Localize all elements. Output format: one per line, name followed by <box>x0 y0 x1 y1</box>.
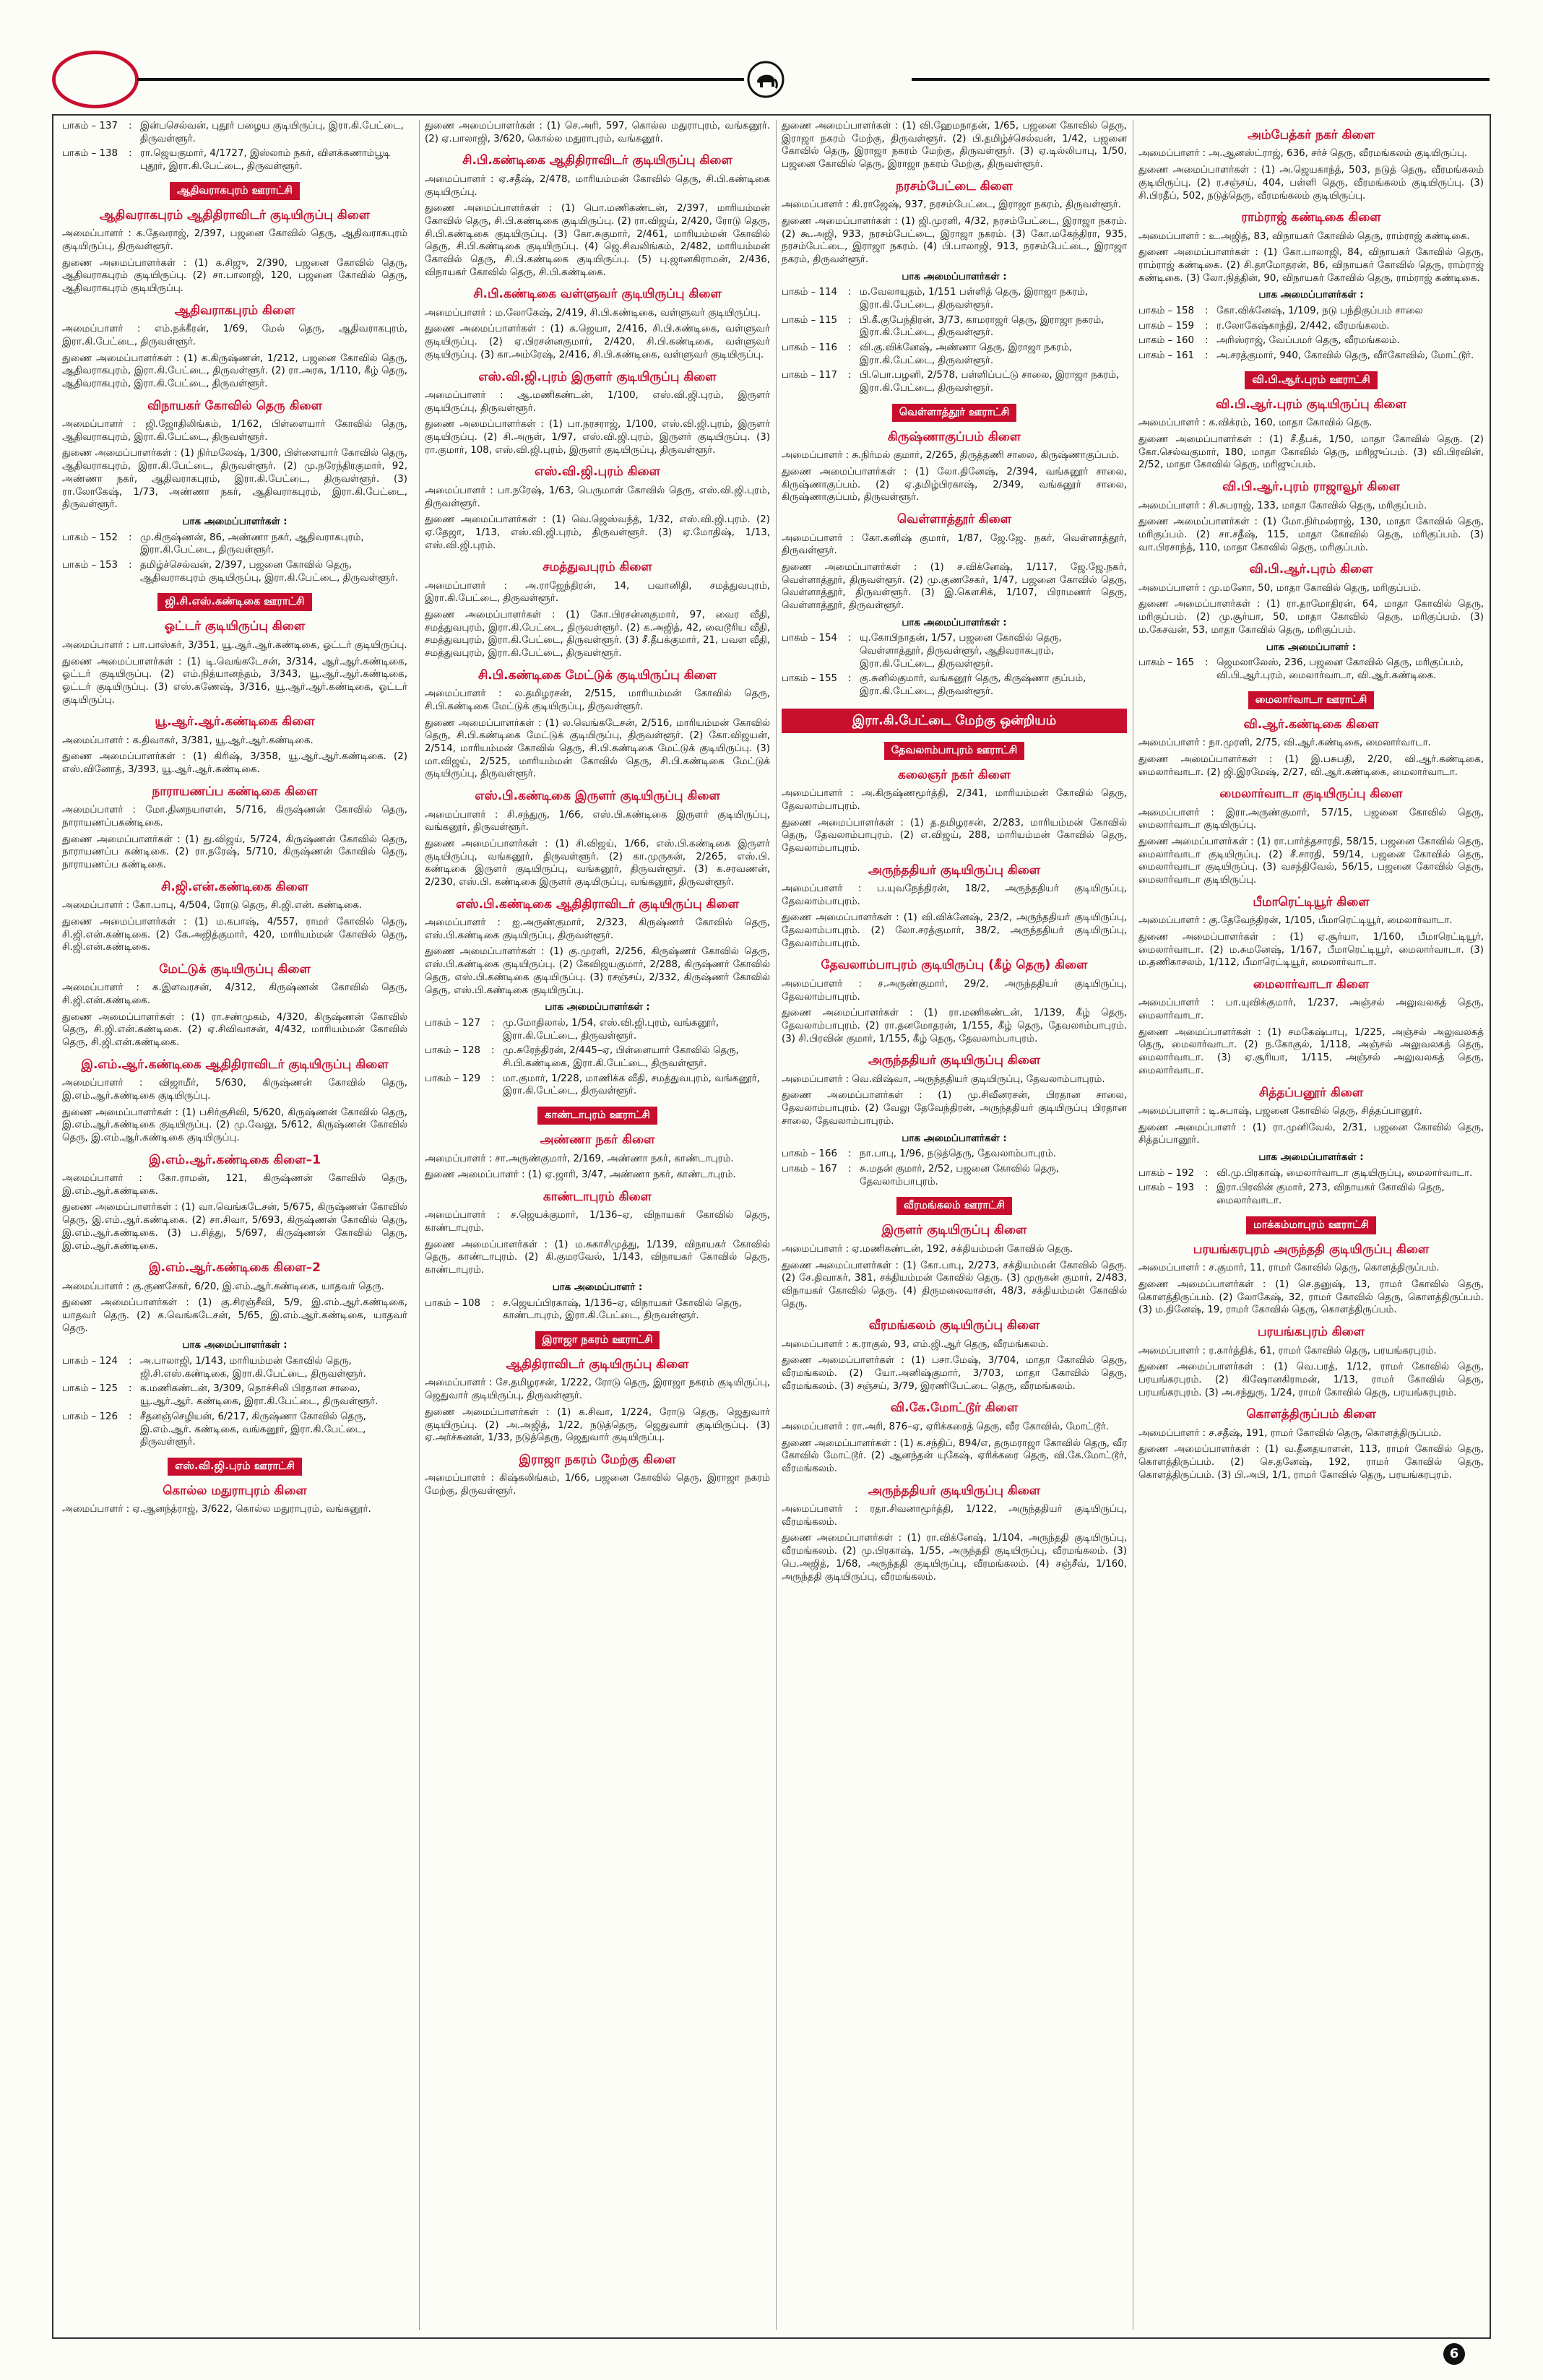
branch-heading: அருந்ததியர் குடியிருப்பு கிளை <box>868 862 1041 878</box>
branch-heading: இராஜா நகரம் மேற்கு கிளை <box>519 1452 676 1467</box>
section-banner: ஜி.சி.எஸ்.கண்டிகை ஊராட்சி <box>157 593 311 611</box>
branch-heading: கிருஷ்ணாகுப்பம் கிளை <box>887 429 1021 444</box>
subheading: பாக அமைப்பாளர் : <box>552 1281 643 1293</box>
organizer-entry: அமைப்பாளர் : கி.ராஜேஷ், 937, நரசம்பேட்டை, இராஜா நகரம், திருவள்ளூர். <box>782 199 1121 211</box>
branch-heading: வி.பி.ஆர்.புரம் ராஜாவூர் கிளை <box>1222 480 1400 495</box>
part-number: பாகம் – 138 <box>62 148 118 160</box>
organizer-entry: அமைப்பாளர் : சு.நிர்மல் குமார், 2/265, திருத்தணி சாலை, கிருஷ்ணாகுப்பம். <box>782 450 1120 462</box>
subheading: பாக அமைப்பாளர்கள் : <box>182 1340 288 1351</box>
part-entry: பாகம் – 116 : வி.கு.விக்னேஷ், அண்ணா தெரு, இராஜா நகரம், இரா.கி.பேட்டை, திருவள்ளூர். <box>782 342 1127 367</box>
branch-heading: விநாயகர் கோவில் தெரு கிளை <box>147 398 322 413</box>
organizer-entry: அமைப்பாளர் : க.இளவரசன், 4/312, கிருஷ்ணன் கோவில் தெரு, சி.ஜி.என்.கண்டிகை. <box>62 982 407 1006</box>
branch-heading: பரயங்கபுரம் கிளை <box>1257 1325 1365 1340</box>
branch-heading: சமத்துவபுரம் கிளை <box>543 560 652 575</box>
part-number: பாகம் – 153 <box>62 559 118 571</box>
deputy-organizers-entry: துணை அமைப்பாளர்கள் : (1) டி.வெங்கடேசன், 3/314, ஆர்.ஆர்.கண்டிகை, ஓட்டர் குடியிருப்பு. (2) எம்.நித்யானந்தம், 3/343, யூ.ஆர்.ஆர்.கண்டிகை, ஓட்டர் குடியிருப்பு. (3) எஸ்.கணேஷ், 3/316, யூ.ஆர்.ஆர்.கண்டிகை, ஓட்டர் குடியிருப்பு. <box>62 656 407 706</box>
organizer-entry: அமைப்பாளர் : கு.குணசேகர், 6/20, இ.எம்.ஆர்.கண்டிகை, யாதவர் தெரு. <box>62 1281 384 1292</box>
organizer-entry: அமைப்பாளர் : எம்.நக்கீரன், 1/69, மேல் தெரு, ஆதிவராகபுரம், இரா.கி.பேட்டை, திருவள்ளூர். <box>62 324 407 347</box>
branch-heading: எஸ்.வி.ஜி.புரம் கிளை <box>535 464 660 480</box>
branch-heading: அண்ணா நகர் கிளை <box>540 1133 655 1148</box>
deputy-organizers-entry: துணை அமைப்பாளர்கள் : (1) வா.வெங்கடேசன், 5/675, கிருஷ்ணன் கோவில் தெரு, இ.எம்.ஆர்.கண்டிகை. (2) சா.சிவா, 5/693, கிருஷ்ணன் கோவில் தெரு, இ.எம்.ஆர்.கண்டிகை. (3) ப.சித்து, 5/697, கிருஷ்ணன் கோவில் தெரு, இ.எம்.ஆர்.கண்டிகை. <box>62 1202 407 1252</box>
organizer-entry: அமைப்பாளர் : ப.யுவநேந்திரன், 18/2, அருந்ததியர் குடியிருப்பு, தேவலாம்பாபுரம். <box>782 883 1127 907</box>
organizer-entry: அமைப்பாளர் : நா.முரளி, 2/75, வி.ஆர்.கண்டிகை, மைலார்வாடா. <box>1138 737 1431 749</box>
deputy-organizers-entry: துணை அமைப்பாளர் : (1) ரா.முனிவேல், 2/31, பஜனை கோவில் தெரு, சித்தப்பானூர். <box>1138 1122 1484 1146</box>
part-number: பாகம் – 124 <box>62 1356 118 1367</box>
part-number: பாகம் – 115 <box>782 314 838 326</box>
part-entry: பாகம் – 115 : பி.கீ.குபேந்திரன், 3/73, காமராஜர் தெரு, இராஜா நகரம், இரா.கி.பேட்டை, திருவள்ளூர். <box>782 314 1127 339</box>
organizer-entry: அமைப்பாளர் : ஜி.ஜோதிலிங்கம், 1/162, பிள்ளையார் கோவில் தெரு, ஆதிவராகபுரம், இரா.கி.பேட்டை, திருவள்ளூர். <box>62 419 407 443</box>
deputy-organizers-entry: துணை அமைப்பாளர்கள் : (1) கோ.பிரசன்னகுமார், 97, வைர வீதி, சமத்துவபுரம், இரா.கி.பேட்டை, திருவள்ளூர். (2) க.அஜித், 42, வைடூரிய வீதி, சமத்துவபுரம், இரா.கி.பேட்டை, திருவள்ளூர். (3) சீ.தீபக்குமார், 21, பவள வீதி, சமத்துவபுரம், இரா.கி.பேட்டை, திருவள்ளூர். <box>425 610 770 659</box>
deputy-organizers-entry: துணை அமைப்பாளர்கள் : (1) ல.வெங்கடேசன், 2/516, மாரியம்மன் கோவில் தெரு, சி.பி.கண்டிகை மேட்டுக் குடியிருப்பு, திருவள்ளூர். (2) கோ.விஜயன், 2/514, மாரியம்மன் கோவில் தெரு, சி.பி.கண்டிகை மேட்டுக் குடியிருப்பு. (3) மா.விஜய், 2/525, மாரியம்மன் கோவில் தெரு, சி.பி.கண்டிகை மேட்டுக் குடியிருப்பு, திருவள்ளூர். <box>425 717 770 780</box>
part-detail: ர.லோகேஷ்காந்தி, 2/442, வீரமங்கலம். <box>1216 320 1390 332</box>
branch-heading: சி.ஜி.என்.கண்டிகை கிளை <box>161 879 308 894</box>
part-detail: வி.கு.விக்னேஷ், அண்ணா தெரு, இராஜா நகரம், இரா.கி.பேட்டை, திருவள்ளூர். <box>860 342 1073 366</box>
organizer-entry: அமைப்பாளர் : விஜாமீர், 5/630, கிருஷ்ணன் கோவில் தெரு, இ.எம்.ஆர்.கண்டிகை குடியிருப்பு. <box>62 1078 407 1102</box>
organizer-entry: அமைப்பாளர் : அ.ஆனஸ்ட்ராஜ், 636, சர்ச் தெரு, வீரமங்கலம் குடியிருப்பு. <box>1138 148 1468 160</box>
organizer-entry: அமைப்பாளர் : சே.தமிழரசன், 1/222, ரோடு தெரு, இராஜா நகரம் குடியிருப்பு, ஜெதுவார் குடியிருப்பு, திருவள்ளூர். <box>425 1377 770 1402</box>
branch-heading: எஸ்.பி.கண்டிகை இருளர் குடியிருப்பு கிளை <box>475 789 720 804</box>
deputy-organizers-entry: துணை அமைப்பாளர்கள் : (1) சி.விஜய், 1/66, எஸ்.பி.கண்டிகை இருளர் குடியிருப்பு, வங்கனூர், திருவள்ளூர். (2) கா.முருகன், 2/265, எஸ்.பி. கண்டிகை இருளர் குடியிருப்பு, வங்கனூர், திருவள்ளூர். (3) க.சரவணன், 2/230, எஸ்.பி. கண்டிகை இருளர் குடியிருப்பு, வங்கனூர், திருவள்ளூர். <box>425 838 770 888</box>
part-number: பாகம் – 126 <box>62 1411 118 1422</box>
branch-heading: மைலார்வாடா கிளை <box>1253 977 1370 992</box>
deputy-organizers-entry: துணை அமைப்பாளர்கள் : (1) க.ஜெயா, 2/416, சி.பி.கண்டிகை, வள்ளுவர் குடியிருப்பு. (2) ஏ.பிரசன்னகுமார், 2/420, சி.பி.கண்டிகை, வள்ளுவர் குடியிருப்பு. (3) கா.அம்ரேஷ், 2/416, சி.பி.கண்டிகை, வள்ளுவர் குடியிருப்பு. <box>425 324 770 360</box>
deputy-organizers-entry: துணை அமைப்பாளர்கள் : (1) பசிர்குசிவி, 5/620, கிருஷ்ணன் கோவில் தெரு, இ.எம்.ஆர்.கண்டிகை குடியிருப்பு. (2) மு.வேலு, 5/612, கிருஷ்ணன் கோவில் தெரு, இ.எம்.ஆர்.கண்டிகை குடியிருப்பு. <box>62 1107 407 1143</box>
branch-heading: இ.எம்.ஆர்.கண்டிகை ஆதிதிராவிடர் குடியிருப்பு கிளை <box>81 1057 389 1072</box>
part-number: பாகம் – 159 <box>1138 320 1195 332</box>
part-entry: பாகம் – 166 : நா.பாபு, 1/96, நடுத்தெரு, தேவலாம்பாபுரம். <box>782 1148 1127 1161</box>
branch-heading: ராம்ராஜ் கண்டிகை கிளை <box>1241 210 1381 225</box>
part-detail: இன்பசெல்வன், புதூர் பழைய குடியிருப்பு, இரா.கி.பேட்டை, திருவள்ளூர். <box>140 121 404 144</box>
organizer-entry: அமைப்பாளர் : கோ.ராமன், 121, கிருஷ்ணன் கோவில் தெரு, இ.எம்.ஆர்.கண்டிகை. <box>62 1173 407 1197</box>
branch-heading: கொல்ல மதுராபுரம் கிளை <box>163 1484 307 1498</box>
part-detail: பி.கீ.குபேந்திரன், 3/73, காமராஜர் தெரு, இராஜா நகரம், இரா.கி.பேட்டை, திருவள்ளூர். <box>860 314 1105 339</box>
deputy-organizers-entry: துணை அமைப்பாளர்கள் : (1) வ.தீனதயாளன், 113, ராமர் கோவில் தெரு, கொளத்திருப்பம். (2) செ.தனேஷ், 192, ராமர் கோவில் தெரு, கொளத்திருப்பம். (3) பி.அபி, 1/1, ராமர் கோவில் தெரு, பரயங்கரபுரம். <box>1138 1444 1484 1481</box>
part-entry: பாகம் – 159 : ர.லோகேஷ்காந்தி, 2/442, வீரமங்கலம். <box>1138 320 1484 333</box>
branch-heading: வி.ஆர்.கண்டிகை கிளை <box>1243 717 1379 732</box>
deputy-organizers-entry: துணை அமைப்பாளர்கள் : (1) ம.சுகாசிமுத்து, 1/139, விநாயகர் கோவில் தெரு, காண்டாபுரம். (2) கி.குமரவேல், 1/143, விநாயகர் கோவில் தெரு, காண்டாபுரம். <box>425 1239 770 1276</box>
branch-heading: தேவலாம்பாபுரம் குடியிருப்பு (கீழ் தெரு) கிளை <box>821 958 1088 973</box>
column-divider <box>419 120 420 2330</box>
branch-heading: இ.எம்.ஆர்.கண்டிகை கிளை–1 <box>149 1152 321 1167</box>
part-entry: பாகம் – 108 : ச.ஜெயப்பிரகாஷ், 1/136–ஏ, விநாயகர் கோவில் தெரு, காண்டாபுரம், இரா.கி.பேட்டை, திருவள்ளூர். <box>425 1297 770 1323</box>
deputy-organizers-entry: துணை அமைப்பாளர்கள் : (1) சீ.தீபக், 1/50, மாதா கோவில் தெரு. (2) கோ.செல்வகுமார், 180, மாதா கோவில் தெரு, மரிஜுப்பம். (3) வி.பிரவின், 2/52, மாதா கோவில் தெரு, மரிஜுப்பம். <box>1138 434 1484 471</box>
deputy-organizers-entry: துணை அமைப்பாளர்கள் : (1) து.விஜய், 5/724, கிருஷ்ணன் கோவில் தெரு, நாராயணப்ப கண்டிகை. (2) ரா.நரேஷ், 5/710, கிருஷ்ணன் கோவில் தெரு, நாராயணப்ப கண்டிகை. <box>62 834 407 870</box>
deputy-organizers-entry: துணை அமைப்பாளர்கள் : (1) கிரிஷ், 3/358, யூ.ஆர்.ஆர்.கண்டிகை. (2) எஸ்.வினோத், 3/393, யூ.ஆர்.ஆர்.கண்டிகை. <box>62 751 407 776</box>
organizer-entry: அமைப்பாளர் : ஏ.சதீஷ், 2/478, மாரியம்மன் கோவில் தெரு, சி.பி.கண்டிகை குடியிருப்பு. <box>425 173 770 198</box>
part-detail: கோ.விக்னேஷ், 1/109, நடு பந்திகுப்பம் சாலை <box>1216 306 1423 317</box>
page-oval-ornament <box>52 51 139 108</box>
deputy-organizers-entry: துணை அமைப்பாளர்கள் : (1) க.சந்திப், 894/எ, தருமராஜா கோவில் தெரு, வீர கோவில் மோட்டூர். (2) ஆனந்தன் யுகேஷ், ஏரிக்கரை தெரு, வி.கே.மோட்டூர், வீரமங்கலம். <box>782 1437 1127 1474</box>
branch-heading: யூ.ஆர்.ஆர்.கண்டிகை கிளை <box>155 714 315 730</box>
deputy-organizers-entry: துணை அமைப்பாளர்கள் : (1) கோ.பாலாஜி, 84, விநாயகர் கோவில் தெரு, ராம்ராஜ் கண்டிகை. (2) சி.தாமோதரன், 86, விநாயகர் கோவில் தெரு, ராம்ராஜ் கண்டிகை. (3) லோ.நித்தின், 90, விநாயகர் கோவில் தெரு, ராம்ராஜ் கண்டிகை. <box>1138 247 1484 284</box>
column-divider <box>776 120 777 2330</box>
deputy-organizers-entry: துணை அமைப்பாளர்கள் : (1) செ.தனுஷ், 13, ராமர் கோவில் தெரு, கொளத்திருப்பம். (2) லோகேஷ், 32, ராமர் கோவில் தெரு, கொளத்திருப்பம். (3) ம.தினேஷ், 19, ராமர் கோவில் தெரு, கொளத்திருப்பம். <box>1138 1279 1484 1316</box>
subheading: பாக அமைப்பாளர்கள் : <box>1258 290 1364 301</box>
masthead-rule-right <box>912 78 1490 81</box>
part-entry: பாகம் – 137 : இன்பசெல்வன், புதூர் பழைய குடியிருப்பு, இரா.கி.பேட்டை, திருவள்ளூர். <box>62 120 407 145</box>
column-3 <box>782 120 1127 2330</box>
deputy-organizers-entry: துணை அமைப்பாளர்கள் : (1) வி.விக்னேஷ், 23/2, அருந்ததியர் குடியிருப்பு, தேவலாம்பாபுரம். (2) லோ.சரத்குமார், 38/2, அருந்ததியர் குடியிருப்பு, தேவலாம்பாபுரம். <box>782 912 1127 949</box>
branch-heading: சி.பி.கண்டிகை வள்ளுவர் குடியிருப்பு கிளை <box>473 287 722 302</box>
organizer-entry: அமைப்பாளர் : ரதா.சிவனாமூர்த்தி, 1/122, அருந்ததியர் குடியிருப்பு, வீரமங்கலம். <box>782 1504 1127 1528</box>
masthead-rule-left <box>137 78 744 81</box>
branch-heading: வி.பி.ஆர்.புரம் கிளை <box>1249 562 1373 577</box>
part-number: பாகம் – 160 <box>1138 335 1195 347</box>
part-detail: வி.மு.பிரகாஷ், மைலார்வாடா குடியிருப்பு, மைலார்வாடா. <box>1216 1167 1473 1179</box>
part-entry: பாகம் – 117 : பி.பொ.பழனி, 2/578, பள்ளிப்பட்டு சாலை, இராஜா நகரம், இரா.கி.பேட்டை, திருவள்ளூர். <box>782 369 1127 394</box>
subheading: பாக அமைப்பாளர்கள் : <box>1258 1152 1364 1163</box>
part-detail: க.மணிகண்டன், 3/309, நொச்சிலி பிரதான சாலை, யூ.ஆர்.ஆர். கண்டிகை, இரா.கி.பேட்டை, திருவள்ளூர். <box>140 1383 379 1408</box>
branch-heading: பரயங்கரபுரம் அருந்ததி குடியிருப்பு கிளை <box>1193 1242 1430 1257</box>
branch-heading: நரசம்பேட்டை கிளை <box>896 178 1013 194</box>
deputy-organizers-entry: துணை அமைப்பாளர்கள் : (1) க.சிஜு, 2/390, பஜனை கோவில் தெரு, ஆதிவராகபுரம் குடியிருப்பு. (2) சா.பாலாஜி, 120, பஜனை கோவில் தெரு, ஆதிவராகபுரம் குடியிருப்பு. <box>62 257 407 295</box>
part-number: பாகம் – 128 <box>425 1045 481 1057</box>
part-detail: கு.சுனில்குமார், வங்கனூர் தெரு, கிருஷ்ணா குப்பம், இரா.கி.பேட்டை, திருவள்ளூர். <box>860 673 1086 698</box>
subheading: பாக அமைப்பாளர் : <box>1266 641 1357 653</box>
part-number: பாகம் – 167 <box>782 1163 838 1174</box>
part-detail: அ.பாலாஜி, 1/143, மாரியம்மன் கோவில் தெரு, ஜி.சி.எஸ்.கண்டிகை, இரா.கி.பேட்டை, திருவள்ளூர். <box>140 1356 366 1380</box>
organizer-entry: அமைப்பாளர் : ஐ.அருண்குமார், 2/323, கிருஷ்ணர் கோவில் தெரு, எஸ்.பி.கண்டிகை குடியிருப்பு, திருவள்ளூர். <box>425 917 770 941</box>
deputy-organizers-entry: துணை அமைப்பாளர்கள் : (1) நிர்மலேஷ், 1/300, பிள்ளையார் கோவில் தெரு, ஆதிவராகபுரம், இரா.கி.பேட்டை, திருவள்ளூர். (2) மு.நரேந்திரகுமார், 92, அண்ணா நகர், ஆதிவராகபுரம், இரா.கி.பேட்டை, திருவள்ளூர். (3) ரா.லோகேஷ், 1/73, அண்ணா நகர், ஆதிவராகபுரம், இரா.கி.பேட்டை, திருவள்ளூர். <box>62 448 407 511</box>
part-entry: பாகம் – 161 : அ.சரத்குமார், 940, கோவில் தெரு, வீர்கோவில், மோட்டூர். <box>1138 350 1484 363</box>
deputy-organizers-entry: துணை அமைப்பாளர்கள் : (1) ரா.பார்த்தசாரதி, 58/15, பஜனை கோவில் தெரு, மைலார்வாடா குடியிருப்பு. (2) சீ.சாரதி, 59/14, பஜனை கோவில் தெரு, மைலார்வாடா குடியிருப்பு. (3) வசந்திவேல், 56/15, பஜனை கோவில் தெரு, மைலார்வாடா குடியிருப்பு. <box>1138 836 1484 886</box>
organizer-entry: அமைப்பாளர் : சா.அருண்குமார், 2/169, அண்ணா நகர், காண்டாபுரம். <box>425 1153 734 1164</box>
subheading: பாக அமைப்பாளர்கள் : <box>902 271 1007 282</box>
part-entry: பாகம் – 192 : வி.மு.பிரகாஷ், மைலார்வாடா குடியிருப்பு, மைலார்வாடா. <box>1138 1167 1484 1180</box>
part-detail: சீதனஞ்செழியன், 6/217, கிருஷ்ணா கோவில் தெரு, இ.எம்.ஆர். கண்டிகை, வங்கனூர், இரா.கி.பேட்டை, திருவள்ளூர். <box>140 1411 366 1448</box>
organizer-entry: அமைப்பாளர் : ஆ.மணிகண்டன், 1/100, எஸ்.வி.ஜி.புரம், இருளர் குடியிருப்பு, திருவள்ளூர். <box>425 389 770 414</box>
branch-heading: சித்தப்பனூர் கிளை <box>1258 1085 1364 1100</box>
branch-heading: பீமாரெட்டியூர் கிளை <box>1253 894 1370 909</box>
part-detail: சு.மதன் குமார், 2/52, பஜனை கோவில் தெரு, தேவலாம்பாபுரம். <box>860 1163 1059 1187</box>
organizer-entry: அமைப்பாளர் : இரா.அருண்குமார், 57/15, பஜனை கோவில் தெரு, மைலார்வாடா குடியிருப்பு. <box>1138 807 1484 831</box>
section-banner: வி.பி.ஆர்.புரம் ஊராட்சி <box>1245 371 1377 389</box>
part-entry: பாகம் – 129 : மா.குமார், 1/228, மாணிக்க வீதி, சமத்துவபுரம், வங்கனூர், இரா.கி.பேட்டை, திருவள்ளூர். <box>425 1073 770 1098</box>
organizer-entry: அமைப்பாளர் : பா.நரேஷ், 1/63, பெருமாள் கோவில் தெரு, எஸ்.வி.ஜி.புரம், திருவள்ளூர். <box>425 485 770 509</box>
part-number: பாகம் – 137 <box>62 121 118 131</box>
subheading: பாக அமைப்பாளர்கள் : <box>902 617 1007 628</box>
branch-heading: ஆதிவராகபுரம் கிளை <box>174 303 295 318</box>
organizer-entry: அமைப்பாளர் : கு.தேவேந்திரன், 1/105, பீமாரெட்டியூர், மைலார்வாடா. <box>1138 915 1453 927</box>
deputy-organizers-entry: துணை அமைப்பாளர்கள் : (1) வெ.ஜெஸ்வந்த், 1/32, எஸ்.வி.ஜி.புரம். (2) ஏ.தேஜா, 1/13, எஸ்.வி.ஜி.புரம், திருவள்ளூர். (3) ஏ.மோதிஷ், 1/13, எஸ்.வி.ஜி.புரம். <box>425 514 770 551</box>
part-entry: பாகம் – 152 : மு.கிருஷ்ணன், 86, அண்ணா நகர், ஆதிவராகபுரம், இரா.கி.பேட்டை, திருவள்ளூர். <box>62 532 407 557</box>
part-detail: மு.மோதிலால், 1/54, எஸ்.வி.ஜி.புரம், வங்கனூர், இரா.கி.பேட்டை, திருவள்ளூர். <box>503 1017 719 1042</box>
part-number: பாகம் – 158 <box>1138 306 1195 317</box>
branch-heading: எஸ்.பி.கண்டிகை ஆதிதிராவிடர் குடியிருப்பு கிளை <box>456 896 739 912</box>
part-detail: மு.சுரேந்திரன், 2/445–ஏ, பிள்ளையார் கோவில் தெரு, சி.பி.கண்டிகை, இரா.கி.பேட்டை, திருவள்ளூர். <box>503 1045 739 1069</box>
part-detail: இரா.பிரவின் குமார், 273, விநாயகர் கோவில் தெரு, மைலார்வாடா. <box>1216 1182 1445 1207</box>
part-number: பாகம் – 117 <box>782 370 838 381</box>
organizer-entry: அமைப்பாளர் : ச.ஜெயக்குமார், 1/136–ஏ, விநாயகர் கோவில் தெரு, காண்டாபுரம். <box>425 1210 770 1234</box>
page-number-badge: 6 <box>1443 2343 1465 2365</box>
part-number: பாகம் – 192 <box>1138 1167 1195 1179</box>
deputy-organizers-entry: துணை அமைப்பாளர்கள் : (1) க.சிவா, 1/224, ரோடு தெரு, ஜெதுவார் குடியிருப்பு. (2) அ.அஜித், 1/22, நடுத்தெரு, ஜெதுவார் குடியிருப்பு. (3) ஏ.அர்ச்சுனன், 1/33, நடுத்தெரு, ஜெதுவார் குடியிருப்பு. <box>425 1406 770 1444</box>
organizer-entry: அமைப்பாளர் : ல.தமிழரசன், 2/515, மாரியம்மன் கோவில் தெரு, சி.பி.கண்டிகை மேட்டுக் குடியிருப்பு, திருவள்ளூர். <box>425 688 770 712</box>
deputy-organizers-entry: துணை அமைப்பாளர்கள் : (1) ரா.சண்முகம், 4/320, கிருஷ்ணன் கோவில் தெரு, சி.ஜி.என்.கண்டிகை. (2) ஏ.சிவிவாசன், 4/432, மாரியம்மன் கோவில் தெரு, சி.ஜி.என்.கண்டிகை. <box>62 1011 407 1049</box>
deputy-organizers-entry: துணை அமைப்பாளர்கள் : (1) கோ.பாபு, 2/273, சக்தியம்மன் கோவில் தெரு. (2) சே.திவாகர், 381, சக்தியம்மன் கோவில் தெரு. (3) முருகன் குமார், 2/483, விநாயகர் கோவில் தெரு. (4) திருமலைவாசன், 48/3, சக்தியம்மன் கோவில் தெரு. <box>782 1260 1127 1310</box>
section-banner: ஆதிவராகபுரம் ஊராட்சி <box>170 182 300 200</box>
deputy-organizers-entry: துணை அமைப்பாளர்கள் : (1) ஏ.சூர்யா, 1/160, பீமாரெட்டியூர், மைலார்வாடா. (2) ம.சுமனேஷ், 1/167, பீமாரெட்டியூர், மைலார்வாடா. (3) ம.தணிகாசலம், 1/112, பீமாரெட்டியூர், மைலார்வாடா. <box>1138 931 1484 969</box>
branch-heading: ஆதிவராகபுரம் ஆதிதிராவிடர் குடியிருப்பு கிளை <box>99 207 371 222</box>
part-detail: மா.குமார், 1/228, மாணிக்க வீதி, சமத்துவபுரம், வங்கனூர், இரா.கி.பேட்டை, திருவள்ளூர். <box>503 1073 760 1097</box>
part-entry: பாகம் – 167 : சு.மதன் குமார், 2/52, பஜனை கோவில் தெரு, தேவலாம்பாபுரம். <box>782 1163 1127 1188</box>
part-entry: பாகம் – 126 : சீதனஞ்செழியன், 6/217, கிருஷ்ணா கோவில் தெரு, இ.எம்.ஆர். கண்டிகை, வங்கனூர், இரா.கி.பேட்டை, திருவள்ளூர். <box>62 1411 407 1449</box>
organizer-entry: அமைப்பாளர் : க.விக்ரம், 160, மாதா கோவில் தெரு. <box>1138 417 1373 429</box>
deputy-organizers-entry: துணை அமைப்பாளர்கள் : (1) இ.பசுபதி, 2/20, வி.ஆர்.கண்டிகை, மைலார்வாடா. (2) ஜி.இரமேஷ், 2/27, வி.ஆர்.கண்டிகை, மைலார்வாடா. <box>1138 753 1484 778</box>
deputy-organizers-entry: துணை அமைப்பாளர்கள் : (1) ரா.தாமோதிரன், 64, மாதா கோவில் தெரு, மரிகுப்பம். (2) மு.சூர்யா, 50, மாதா கோவில் தெரு, மரிகுப்பம். (3) ம.கேசவன், 53, மாதா கோவில் தெரு, மரிகுப்பம். <box>1138 599 1484 636</box>
part-entry: பாகம் – 154 : யு.கோபிநாதன், 1/57, பஜனை கோவில் தெரு, வெள்ளாத்தூர், திருவள்ளூர், ஆதிவராகபுரம், இரா.கி.பேட்டை, திருவள்ளூர். <box>782 632 1127 670</box>
organizer-entry: அமைப்பாளர் : வெ.விஷ்வா, அருந்ததியர் குடியிருப்பு, தேவலாம்பாபுரம். <box>782 1073 1105 1085</box>
deputy-organizers-entry: துணை அமைப்பாளர் : (1) ஏ.ஜாரி, 3/47, அண்ணா நகர், காண்டாபுரம். <box>425 1169 736 1181</box>
organizer-entry: அமைப்பாளர் : பா.பாஸ்கர், 3/351, யூ.ஆர்.ஆர்.கண்டிகை, ஓட்டர் குடியிருப்பு. <box>62 639 407 651</box>
branch-heading: அருந்ததியர் குடியிருப்பு கிளை <box>868 1053 1041 1068</box>
part-detail: ரா.ஜெயகுமார், 4/1727, இஸ்லாம் நகர், விளக்கணாம்பூடி புதூர், இரா.கி.பேட்டை, திருவள்ளூர். <box>140 148 391 173</box>
organizer-entry: அமைப்பாளர் : அ.ராஜேந்திரன், 14, பவானிதி, சமத்துவபுரம், இரா.கி.பேட்டை, திருவள்ளூர். <box>425 580 770 605</box>
deputy-organizers-entry: துணை அமைப்பாளர்கள் : (1) லோ.தினேஷ், 2/394, வங்கனூர் சாலை, கிருஷ்ணாகுப்பம். (2) ஏ.தமிழ்பிரகாஷ், 2/349, வங்கனூர் சாலை, கிருஷ்ணாகுப்பம், திருவள்ளூர். <box>782 467 1127 503</box>
branch-heading: வி.பி.ஆர்.புரம் குடியிருப்பு கிளை <box>1216 397 1406 412</box>
part-entry: பாகம் – 124 : அ.பாலாஜி, 1/143, மாரியம்மன் கோவில் தெரு, ஜி.சி.எஸ்.கண்டிகை, இரா.கி.பேட்டை, திருவள்ளூர். <box>62 1355 407 1380</box>
part-detail: ம.வேலாயுதம், 1/151 பள்ளித் தெரு, இராஜா நகரம், இரா.கி.பேட்டை, திருவள்ளூர். <box>860 287 1089 311</box>
organizer-entry: அமைப்பாளர் : கோ.கனிஷ் குமார், 1/87, ஜே.ஜே. நகர், வெள்ளாத்தூர், திருவள்ளூர். <box>782 532 1127 557</box>
organizer-entry: அமைப்பாளர் : ச.அருண்குமார், 29/2, அருந்ததியர் குடியிருப்பு, தேவலாம்பாபுரம். <box>782 978 1127 1003</box>
branch-heading: ஆதிதிராவிடர் குடியிருப்பு கிளை <box>506 1357 689 1372</box>
part-entry: பாகம் – 155 : கு.சுனில்குமார், வங்கனூர் தெரு, கிருஷ்ணா குப்பம், இரா.கி.பேட்டை, திருவள்ளூர். <box>782 672 1127 698</box>
section-banner: தேவலாம்பாபுரம் ஊராட்சி <box>884 742 1024 760</box>
organizer-entry: அமைப்பாளர் : ச.குமார், 11, ராமர் கோவில் தெரு, கொளத்திருப்பம். <box>1138 1263 1440 1274</box>
subheading: பாக அமைப்பாளர்கள் : <box>545 1002 650 1013</box>
part-entry: பாகம் – 160 : அரிஸ்ராஜ், வேப்பமர் தெரு, வீரமங்கலம். <box>1138 334 1484 347</box>
part-detail: யு.கோபிநாதன், 1/57, பஜனை கோவில் தெரு, வெள்ளாத்தூர், திருவள்ளூர், ஆதிவராகபுரம், இரா.கி.பேட்டை, திருவள்ளூர். <box>860 633 1062 670</box>
section-banner: காண்டாபுரம் ஊராட்சி <box>537 1107 657 1125</box>
branch-heading: அருந்ததியர் குடியிருப்பு கிளை <box>868 1483 1041 1498</box>
part-number: பாகம் – 116 <box>782 342 838 354</box>
branch-heading: சி.பி.கண்டிகை மேட்டுக் குடியிருப்பு கிளை <box>477 667 717 683</box>
part-detail: அரிஸ்ராஜ், வேப்பமர் தெரு, வீரமங்கலம். <box>1216 335 1400 347</box>
organizer-entry: அமைப்பாளர் : க.திவாகர், 3/381, யூ.ஆர்.ஆர்.கண்டிகை. <box>62 735 314 746</box>
organizer-entry: அமைப்பாளர் : மு.மனோ, 50, மாதா கோவில் தெரு, மரிகுப்பம். <box>1138 582 1422 594</box>
part-detail: ச.ஜெயப்பிரகாஷ், 1/136–ஏ, விநாயகர் கோவில் தெரு, காண்டாபுரம், இரா.கி.பேட்டை, திருவள்ளூர். <box>503 1297 742 1322</box>
part-detail: அ.சரத்குமார், 940, கோவில் தெரு, வீர்கோவில், மோட்டூர். <box>1216 350 1474 362</box>
part-number: பாகம் – 165 <box>1138 657 1195 669</box>
organizer-entry: அமைப்பாளர் : சி.சந்துரு, 1/66, எஸ்.பி.கண்டிகை இருளர் குடியிருப்பு, வங்கனூர், திருவள்ளூர். <box>425 809 770 834</box>
part-number: பாகம் – 108 <box>425 1297 481 1309</box>
deputy-organizers-entry: துணை அமைப்பாளர்கள் : (1) கு.சிரஞ்சீவி, 5/9, இ.எம்.ஆர்.கண்டிகை, யாதவர் தெரு. (2) க.வெங்கடேசன், 5/65, இ.எம்.ஆர்.கண்டிகை, யாதவர் தெரு. <box>62 1297 407 1334</box>
part-number: பாகம் – 152 <box>62 532 118 543</box>
organizer-entry: அமைப்பாளர் : பா.யுவிக்குமார், 1/237, அஞ்சல் அலுவலகத் தெரு, மைலார்வாடா. <box>1138 998 1484 1022</box>
elephant-emblem-icon <box>747 61 785 98</box>
section-banner: வெள்ளாத்தூர் ஊராட்சி <box>892 404 1016 422</box>
deputy-organizers-entry: துணை அமைப்பாளர்கள் : (1) மு.சிவீனரசன், பிரதான சாலை, தேவலாம்பாபுரம். (2) வேலு தேவேந்திரன், அருந்ததியர் குடியிருப்பு பிரதான சாலை, தேவலாம்பாபுரம். <box>782 1090 1127 1127</box>
branch-heading: மைலார்வாடா குடியிருப்பு கிளை <box>1219 787 1403 802</box>
part-detail: ஜெமலாலேஸ், 236, பஜனை கோவில் தெரு, மரிகுப்பம், வி.பி.ஆர்.புரம், மைலார்வாடா, வி.ஆர்.கண்டிகை. <box>1216 657 1464 681</box>
part-entry: பாகம் – 165 : ஜெமலாலேஸ், 236, பஜனை கோவில் தெரு, மரிகுப்பம், வி.பி.ஆர்.புரம், மைலார்வாடா, வி.ஆர்.கண்டிகை. <box>1138 657 1484 682</box>
subheading: பாக அமைப்பாளர்கள் : <box>902 1133 1007 1144</box>
organizer-entry: அமைப்பாளர் : ம.லோகேஷ், 2/419, சி.பி.கண்டிகை, வள்ளுவர் குடியிருப்பு. <box>425 307 761 319</box>
deputy-organizers-entry: துணை அமைப்பாளர்கள் : (1) செ.அரி, 597, கொல்ல மதுராபுரம், வங்கனூர். (2) ஏ.பாலாஜி, 3/620, கொல்ல மதுராபுரம், வங்கனூர். <box>425 121 770 144</box>
organizer-entry: அமைப்பாளர் : ச.சதீஷ், 191, ராமர் கோவில் தெரு, கொளத்திருப்பம். <box>1138 1427 1442 1439</box>
branch-heading: வெள்ளாத்தூர் கிளை <box>896 512 1012 527</box>
part-number: பாகம் – 129 <box>425 1073 481 1084</box>
column-2 <box>425 120 770 2330</box>
deputy-organizers-entry: துணை அமைப்பாளர்கள் : (1) க.கிருஷ்ணன், 1/212, பஜனை கோவில் தெரு, ஆதிவராகபுரம், இரா.கி.பேட்டை, திருவள்ளூர். (2) ரா.அரசு, 1/110, கீழ் தெரு, ஆதிவராகபுரம், இரா.கி.பேட்டை, திருவள்ளூர். <box>62 352 407 389</box>
deputy-organizers-entry: துணை அமைப்பாளர்கள் : (1) சமகேஷ்பாபு, 1/225, அஞ்சல் அலுவலகத் தெரு, மைலார்வாடா. (2) ந.கோகுல், 1/118, அஞ்சல் அலுவலகத் தெரு, மைலார்வாடா. (3) ஏ.சூரியா, 1/115, அஞ்சல் அலுவலகத் தெரு, மைலார்வாடா. <box>1138 1026 1484 1076</box>
branch-heading: இருளர் குடியிருப்பு கிளை <box>881 1223 1027 1238</box>
organizer-entry: அமைப்பாளர் : டி.சுபாஷ், பஜனை கோவில் தெரு, சித்தப்பானூர். <box>1138 1105 1422 1117</box>
part-entry: பாகம் – 153 : தமிழ்ச்செல்வன், 2/397, பஜனை கோவில் தெரு, ஆதிவராகபுரம் குடியிருப்பு, இரா.கி.பேட்டை, திருவள்ளூர். <box>62 559 407 584</box>
organizer-entry: அமைப்பாளர் : மோ.தினநயாளன், 5/716, கிருஷ்ணன் கோவில் தெரு, நாராயணப்பகண்டிகை. <box>62 805 407 828</box>
organizer-entry: அமைப்பாளர் : கிஷ்கலிங்கம், 1/66, பஜனை கோவில் தெரு, இராஜா நகரம் மேற்கு, திருவள்ளூர். <box>425 1473 770 1497</box>
organizer-entry: அமைப்பாளர் : அ.கிருஷ்ணமூர்த்தி, 2/341, மாரியம்மன் கோவில் தெரு, தேவலாம்பாபுரம். <box>782 788 1127 812</box>
deputy-organizers-entry: துணை அமைப்பாளர்கள் : (1) ச.விக்னேஷ், 1/117, ஜே.ஜே.நகர், வெள்ளாத்தூர், திருவள்ளூர். (2) மு.குணசேகர், 1/47, பஜனை கோவில் தெரு, வெள்ளாத்தூர், திருவள்ளூர். (3) இ.கௌசிக், 1/107, பிராமணர் தெரு, வெள்ளாத்தூர், திருவள்ளூர். <box>782 561 1127 611</box>
part-detail: பி.பொ.பழனி, 2/578, பள்ளிப்பட்டு சாலை, இராஜா நகரம், இரா.கி.பேட்டை, திருவள்ளூர். <box>860 370 1120 394</box>
deputy-organizers-entry: துணை அமைப்பாளர்கள் : (1) அ.ஜெயகாந்த், 503, நடுத் தெரு, வீரமங்கலம் குடியிருப்பு. (2) ர.சஞ்சய், 404, பள்ளி தெரு, வீரமங்கலம் குடியிருப்பு. (3) சி.பிரதீப், 502, நடுத்தெரு, வீரமங்கலம் குடியிருப்பு. <box>1138 165 1484 202</box>
organizer-entry: அமைப்பாளர் : க.ராகுல், 93, எம்.ஜி.ஆர் தெரு, வீரமங்கலம். <box>782 1338 1049 1350</box>
part-entry: பாகம் – 128 : மு.சுரேந்திரன், 2/445–ஏ, பிள்ளையார் கோவில் தெரு, சி.பி.கண்டிகை, இரா.கி.பேட்டை, திருவள்ளூர். <box>425 1044 770 1070</box>
branch-heading: சி.பி.கண்டிகை ஆதிதிராவிடர் குடியிருப்பு கிளை <box>462 153 732 168</box>
part-number: பாகம் – 127 <box>425 1017 481 1029</box>
part-number: பாகம் – 155 <box>782 673 838 685</box>
part-detail: தமிழ்ச்செல்வன், 2/397, பஜனை கோவில் தெரு, ஆதிவராகபுரம் குடியிருப்பு, இரா.கி.பேட்டை, திருவள்ளூர். <box>140 559 399 584</box>
section-banner: மைலார்வாடா ஊராட்சி <box>1248 691 1374 709</box>
part-number: பாகம் – 154 <box>782 633 838 644</box>
organizer-entry: அமைப்பாளர் : ஏ.ஆனந்த்ராஜ், 3/622, கொல்ல மதுராபுரம், வங்கனூர். <box>62 1504 371 1515</box>
deputy-organizers-entry: துணை அமைப்பாளர்கள் : (1) பொ.மணிகண்டன், 2/397, மாரியம்மன் கோவில் தெரு, சி.பி.கண்டிகை குடியிருப்பு. (2) ரா.விஜய், 2/420, ரோடு தெரு, சி.பி.கண்டிகை குடியிருப்பு. (3) கோ.சுகுமார், 2/461, மாரியம்மன் கோவில் தெரு, சி.பி.கண்டிகை குடியிருப்பு. (4) ஜெ.சிவலிங்கம், 2/482, மாரியம்மன் கோவில் தெரு, சி.பி.கண்டிகை குடியிருப்பு. (5) பு.ஜானகிராமன், 2/436, விநாயகர் கோவில் தெரு, சி.பி.கண்டிகை. <box>425 203 770 278</box>
union-banner: இரா.கி.பேட்டை மேற்கு ஒன்றியம் <box>782 709 1127 733</box>
branch-heading: நாராயணப்ப கண்டிகை கிளை <box>152 784 318 799</box>
organizer-entry: அமைப்பாளர் : ர.கார்த்திக், 61, ராமர் கோவில் தெரு, பரயங்கரபுரம். <box>1138 1345 1437 1356</box>
masthead <box>52 51 1491 108</box>
part-entry: பாகம் – 138 : ரா.ஜெயகுமார், 4/1727, இஸ்லாம் நகர், விளக்கணாம்பூடி புதூர், இரா.கி.பேட்டை, திருவள்ளூர். <box>62 147 407 173</box>
deputy-organizers-entry: துணை அமைப்பாளர்கள் : (1) த.தமிழரசன், 2/283, மாரியம்மன் கோவில் தெரு, தேவலாம்பாபுரம். (2) எ.விஜய், 288, மாரியம்மன் கோவில் தெரு, தேவலாம்பாபுரம். <box>782 817 1127 854</box>
branch-heading: ஓட்டர் குடியிருப்பு கிளை <box>164 619 306 634</box>
section-banner: எஸ்.வி.ஜி.புரம் ஊராட்சி <box>168 1458 302 1476</box>
part-entry: பாகம் – 158 : கோ.விக்னேஷ், 1/109, நடு பந்திகுப்பம் சாலை <box>1138 305 1484 318</box>
branch-heading: வீரமங்கலம் குடியிருப்பு கிளை <box>868 1318 1040 1333</box>
deputy-organizers-entry: துணை அமைப்பாளர்கள் : (1) பசா.மேஷ், 3/704, மாதா கோவில் தெரு, வீரமங்கலம். (2) யோ.அனிஷ்குமார், 3/703, மாதா கோவில் தெரு, வீரமங்கலம். (3) சஞ்சய், 3/79, இரணிபேட்டை தெரு, வீரமங்கலம். <box>782 1355 1127 1392</box>
branch-heading: கலைஞர் நகர் கிளை <box>897 767 1011 782</box>
deputy-organizers-entry: துணை அமைப்பாளர்கள் : (1) மோ.நிர்மல்ராஜ், 130, மாதா கோவில் தெரு, மரிகுப்பம். (2) சா.சதீஷ், 115, மாதா கோவில் தெரு, மரிகுப்பம். (3) வா.பிரசாந்த், 110, மாதா கோவில் தெரு, மரிகுப்பம். <box>1138 516 1484 553</box>
part-number: பாகம் – 161 <box>1138 350 1195 362</box>
part-detail: நா.பாபு, 1/96, நடுத்தெரு, தேவலாம்பாபுரம். <box>860 1148 1057 1160</box>
deputy-organizers-entry: துணை அமைப்பாளர்கள் : (1) கு.முரளி, 2/256, கிருஷ்ணர் கோவில் தெரு, எஸ்.பி.கண்டிகை குடியிருப்பு. (2) கேவிஜயகுமார், 2/288, கிருஷ்ணர் கோவில் தெரு, எஸ்.பி.கண்டிகை குடியிருப்பு. (3) ரசஞ்சய், 2/332, கிருஷ்ணர் கோவில் தெரு, எஸ்.பி.கண்டிகை குடியிருப்பு. <box>425 946 770 996</box>
section-banner: இராஜா நகரம் ஊராட்சி <box>535 1331 660 1349</box>
part-number: பாகம் – 125 <box>62 1383 118 1395</box>
section-banner: மாக்கம்மாபுரம் ஊராட்சி <box>1246 1216 1376 1234</box>
deputy-organizers-entry: துணை அமைப்பாளர்கள் : (1) வெ.பரத், 1/12, ராமர் கோவில் தெரு, பரயங்கரபுரம். (2) கிஷோனகிராமன், 1/13, ராமர் கோவில் தெரு, பரயங்கரபுரம். (3) அ.சந்துரு, 1/24, ராமர் கோவில் தெரு, பரயங்கரபுரம். <box>1138 1362 1484 1398</box>
branch-heading: கொளத்திருப்பம் கிளை <box>1246 1407 1376 1422</box>
branch-heading: காண்டாபுரம் கிளை <box>543 1189 652 1204</box>
branch-heading: வி.கே.மோட்டூர் கிளை <box>890 1401 1019 1416</box>
part-entry: பாகம் – 127 : மு.மோதிலால், 1/54, எஸ்.வி.ஜி.புரம், வங்கனூர், இரா.கி.பேட்டை, திருவள்ளூர். <box>425 1017 770 1042</box>
deputy-organizers-entry: துணை அமைப்பாளர்கள் : (1) ஜி.முரளி, 4/32, நரசம்பேட்டை, இராஜா நகரம். (2) கூ.அஜி, 933, நரசம்பேட்டை, இராஜா நகரம். (3) கோ.மகேந்திரா, 935, நரசம்பேட்டை, இராஜா நகரம். (4) பி.பாலாஜி, 913, நரசம்பேட்டை, இராஜா நகரம், திருவள்ளூர். <box>782 215 1127 265</box>
branch-heading: இ.எம்.ஆர்.கண்டிகை கிளை–2 <box>149 1260 321 1276</box>
column-1 <box>62 120 407 2330</box>
part-entry: பாகம் – 114 : ம.வேலாயுதம், 1/151 பள்ளித் தெரு, இராஜா நகரம், இரா.கி.பேட்டை, திருவள்ளூர். <box>782 286 1127 311</box>
part-number: பாகம் – 193 <box>1138 1182 1195 1194</box>
part-entry: பாகம் – 193 : இரா.பிரவின் குமார், 273, விநாயகர் கோவில் தெரு, மைலார்வாடா. <box>1138 1182 1484 1207</box>
section-banner: வீரமங்கலம் ஊராட்சி <box>896 1197 1012 1215</box>
organizer-entry: அமைப்பாளர் : சி.சுபராஜ், 133, மாதா கோவில் தெரு, மரிகுப்பம். <box>1138 500 1427 511</box>
organizer-entry: அமைப்பாளர் : ரா.அரி, 876–ஏ, ஏரிக்கரைத் தெரு, வீர கோவில், மோட்டூர். <box>782 1421 1109 1432</box>
part-detail: மு.கிருஷ்ணன், 86, அண்ணா நகர், ஆதிவராகபுரம், இரா.கி.பேட்டை, திருவள்ளூர். <box>140 532 364 556</box>
deputy-organizers-entry: துணை அமைப்பாளர்கள் : (1) வி.ஹேமநாதன், 1/65, பஜனை கோவில் தெரு, இராஜா நகரம் மேற்கு, திருவள்ளூர். (2) பி.தமிழ்ச்செல்வன், 1/42, பஜனை கோவில் தெரு, இராஜா நகரம் மேற்கு, திருவள்ளூர். (3) ஏ.டில்லிபாபு, 1/50, பஜனை கோவில் தெரு, இராஜா நகரம் மேற்கு, திருவள்ளூர். <box>782 121 1127 170</box>
organizer-entry: அமைப்பாளர் : கோ.பாபு, 4/504, ரோடு தெரு, சி.ஜி.என். கண்டிகை. <box>62 900 363 912</box>
deputy-organizers-entry: துணை அமைப்பாளர்கள் : (1) ம.கபாஷ், 4/557, ராமர் கோவில் தெரு, சி.ஜி.என்.கண்டிகை. (2) கே.அஜித்குமார், 420, மாரியம்மன் கோவில் தெரு, சி.ஜி.என்.கண்டிகை. <box>62 916 407 953</box>
branch-heading: மேட்டுக் குடியிருப்பு கிளை <box>159 961 311 977</box>
organizer-entry: அமைப்பாளர் : உ.அஜித், 83, விநாயகர் கோவில் தெரு, ராம்ராஜ் கண்டிகை. <box>1138 230 1470 242</box>
branch-heading: அம்பேத்கர் நகர் கிளை <box>1248 128 1375 142</box>
part-entry: பாகம் – 125 : க.மணிகண்டன், 3/309, நொச்சிலி பிரதான சாலை, யூ.ஆர்.ஆர். கண்டிகை, இரா.கி.பேட்டை, திருவள்ளூர். <box>62 1382 407 1408</box>
deputy-organizers-entry: துணை அமைப்பாளர்கள் : (1) ரா.விக்னேஷ், 1/104, அருந்ததி குடியிருப்பு, வீரமங்கலம். (2) மு.பிரகாஷ், 1/55, அருந்ததி குடியிருப்பு, வீரமங்கலம். (3) பெ.அஜித், 1/68, அருந்ததி குடியிருப்பு, வீரமங்கலம். (4) சஞ்சீவ், 1/160, அருந்ததி குடியிருப்பு, வீரமங்கலம். <box>782 1533 1127 1583</box>
organizer-entry: அமைப்பாளர் : ஏ.மணிகண்டன், 192, சக்தியம்மன் கோவில் தெரு. <box>782 1243 1073 1255</box>
deputy-organizers-entry: துணை அமைப்பாளர்கள் : (1) பா.நரசராஜ், 1/100, எஸ்.வி.ஜி.புரம், இருளர் குடியிருப்பு. (2) சி.அருள், 1/97, எஸ்.வி.ஜி.புரம், இருளர் குடியிருப்பு. (3) ரா.குமார், 108, எஸ்.வி.ஜி.புரம், இருளர் குடியிருப்பு, திருவள்ளூர். <box>425 419 770 456</box>
deputy-organizers-entry: துணை அமைப்பாளர்கள் : (1) ரா.மணிகண்டன், 1/139, கீழ் தெரு, தேவலாம்பாபுரம். (2) ரா.தனமோதரன், 1/155, கீழ் தெரு, தேவலாம்பாபுரம். (3) சி.பிரவின் குமார், 1/155, கீழ் தெரு, தேவலாம்பாபுரம். <box>782 1008 1127 1044</box>
branch-heading: எஸ்.வி.ஜி.புரம் இருளர் குடியிருப்பு கிளை <box>478 369 717 384</box>
subheading: பாக அமைப்பாளர்கள் : <box>182 516 288 527</box>
part-number: பாகம் – 114 <box>782 287 838 298</box>
column-4 <box>1138 120 1484 2330</box>
organizer-entry: அமைப்பாளர் : க.தேவராஜ், 2/397, பஜனை கோவில் தெரு, ஆதிவராகபுரம் குடியிருப்பு, திருவள்ளூர். <box>62 228 407 252</box>
part-number: பாகம் – 166 <box>782 1148 838 1160</box>
